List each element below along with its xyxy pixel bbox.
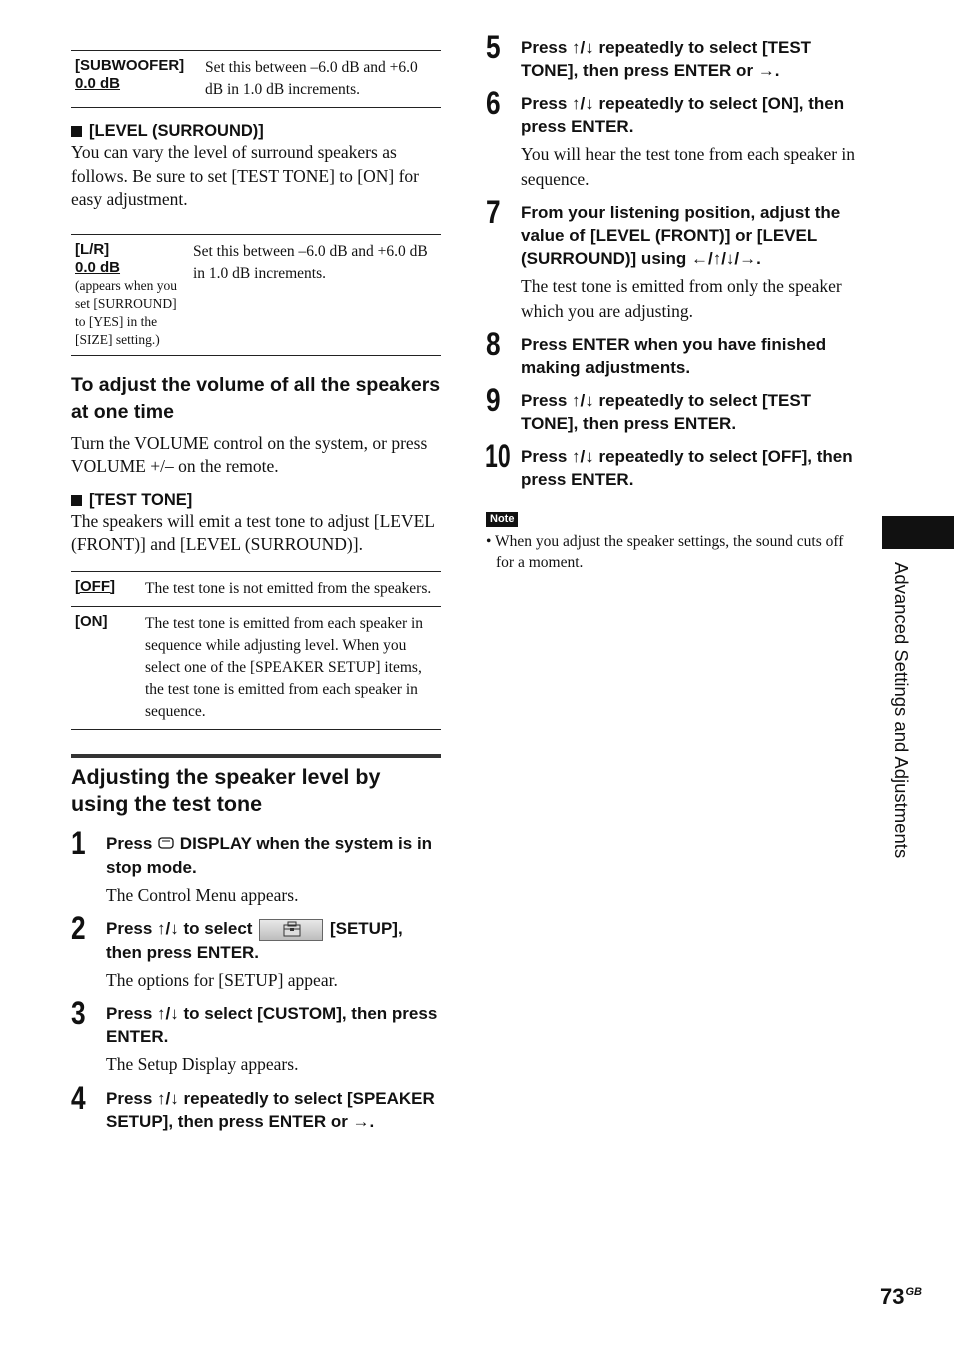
left-column bbox=[71, 50, 441, 1133]
page-number-value: 73 bbox=[880, 1284, 905, 1309]
lr-table bbox=[71, 234, 441, 356]
step-number: 2 bbox=[71, 910, 86, 947]
note-label: Note bbox=[486, 512, 518, 527]
step-number: 9 bbox=[486, 382, 501, 418]
table-row bbox=[71, 571, 441, 606]
step-result: You will hear the test tone from each speaker in sequence. bbox=[521, 144, 856, 189]
step-5 bbox=[486, 29, 858, 82]
test-tone-title: [TEST TONE] bbox=[89, 490, 193, 509]
setup-toolbox-icon bbox=[259, 919, 323, 941]
lr-default-value: 0.0 dB bbox=[75, 258, 121, 276]
volume-all-heading: To adjust the volume of all the speakers at one time bbox=[71, 373, 441, 423]
volume-all-text: Turn the VOLUME control on the system, or press VOLUME +/– on the remote. bbox=[71, 432, 428, 476]
step-2-text-pre: Press ↑/↓ to select bbox=[106, 919, 253, 939]
display-button-icon bbox=[157, 833, 175, 856]
step-9 bbox=[486, 382, 858, 435]
square-bullet-icon bbox=[71, 126, 82, 137]
step-result: The Control Menu appears. bbox=[106, 884, 299, 905]
step-2-text-post: [SETUP], then press ENTER. bbox=[106, 919, 403, 962]
section-heading: Adjusting the speaker level by using the test tone bbox=[71, 764, 381, 816]
step-1-text-pre: Press bbox=[106, 833, 153, 853]
step-number: 4 bbox=[71, 1079, 86, 1116]
level-surround-text: You can vary the level of surround speakers as follows. Be sure to set [TEST TONE] to [ON] for easy adjustment. bbox=[71, 142, 420, 209]
lr-condition-note: (appears when you set [SURROUND] to [YES] in the [SIZE] setting.) bbox=[75, 277, 177, 347]
test-tone-on-description: The test tone is emitted from each speaker in sequence while adjusting level. When you select one of the [SPEAKER SETUP] items, the test tone is emitted from each speaker in sequence. bbox=[141, 606, 441, 729]
step-instruction: From your listening position, adjust the value of [LEVEL (FRONT)] or [LEVEL (SURROUND)] using ←/↑/↓/→. bbox=[521, 203, 841, 268]
subwoofer-term-cell bbox=[71, 51, 201, 108]
step-result: The test tone is emitted from only the speaker which you are adjusting. bbox=[521, 276, 842, 321]
step-number: 1 bbox=[71, 824, 86, 861]
step-instruction: Press ↑/↓ to select [CUSTOM], then press ENTER. bbox=[106, 1004, 438, 1047]
step-instruction: Press ↑/↓ repeatedly to select [OFF], then press ENTER. bbox=[521, 447, 853, 489]
page-number bbox=[880, 1284, 922, 1310]
subwoofer-table bbox=[71, 50, 441, 108]
test-tone-heading bbox=[71, 491, 441, 510]
lr-description: Set this between –6.0 dB and +6.0 dB in 1.0 dB increments. bbox=[193, 242, 428, 282]
square-bullet-icon bbox=[71, 495, 82, 506]
step-2 bbox=[71, 910, 441, 992]
test-tone-on-term-cell bbox=[71, 606, 141, 729]
subwoofer-description: Set this between –6.0 dB and +6.0 dB in 1.0 dB increments. bbox=[205, 59, 418, 98]
test-tone-text: The speakers will emit a test tone to adjust [LEVEL (FRONT)] and [LEVEL (SURROUND)]. bbox=[71, 510, 435, 554]
step-number: 7 bbox=[486, 194, 501, 230]
step-instruction: Press ENTER when you have finished making adjustments. bbox=[521, 335, 827, 377]
test-tone-on-term: [ON] bbox=[75, 612, 108, 630]
test-tone-off-description: The test tone is not emitted from the speakers. bbox=[145, 579, 432, 597]
step-number: 3 bbox=[71, 995, 86, 1032]
step-number: 8 bbox=[486, 326, 501, 362]
subwoofer-term: [SUBWOOFER] bbox=[75, 57, 185, 74]
step-7 bbox=[486, 194, 858, 323]
step-instruction bbox=[106, 832, 441, 879]
step-instruction: Press ↑/↓ repeatedly to select [TEST TONE], then press ENTER or →. bbox=[521, 38, 812, 80]
right-column bbox=[485, 29, 858, 573]
step-8 bbox=[486, 326, 858, 379]
step-instruction bbox=[106, 917, 441, 964]
step-1 bbox=[71, 824, 441, 908]
lr-term-cell bbox=[71, 234, 189, 355]
step-instruction: Press ↑/↓ repeatedly to select [SPEAKER SETUP], then press ENTER or →. bbox=[106, 1088, 435, 1131]
step-6 bbox=[486, 85, 858, 191]
step-number: 5 bbox=[486, 29, 501, 65]
table-row bbox=[71, 234, 441, 355]
page-number-suffix: GB bbox=[905, 1286, 922, 1298]
step-1-text-post: DISPLAY when the system is in stop mode. bbox=[106, 833, 433, 877]
subwoofer-default-value: 0.0 dB bbox=[75, 75, 121, 92]
step-result: The Setup Display appears. bbox=[106, 1054, 299, 1075]
chapter-tab-label: Advanced Settings and Adjustments bbox=[891, 562, 912, 859]
test-tone-off-term-cell bbox=[71, 571, 141, 606]
lr-term: [L/R] bbox=[75, 240, 110, 258]
test-tone-table bbox=[71, 571, 441, 730]
step-10 bbox=[485, 438, 858, 491]
test-tone-off-term: [OFF] bbox=[75, 577, 115, 595]
table-row bbox=[71, 51, 441, 108]
step-result: The options for [SETUP] appear. bbox=[106, 969, 338, 990]
step-instruction: Press ↑/↓ repeatedly to select [ON], then press ENTER. bbox=[521, 94, 845, 136]
step-number: 6 bbox=[486, 85, 501, 121]
step-instruction: Press ↑/↓ repeatedly to select [TEST TONE], then press ENTER. bbox=[521, 391, 812, 433]
note-text: • When you adjust the speaker settings, the sound cuts off for a moment. bbox=[486, 533, 844, 571]
note-block bbox=[486, 509, 858, 573]
step-number: 10 bbox=[485, 438, 511, 474]
table-row bbox=[71, 606, 441, 729]
step-3 bbox=[71, 995, 441, 1077]
level-surround-title: [LEVEL (SURROUND)] bbox=[89, 122, 264, 140]
chapter-tab-marker bbox=[882, 516, 954, 549]
level-surround-heading bbox=[71, 122, 441, 141]
step-4 bbox=[71, 1079, 441, 1133]
